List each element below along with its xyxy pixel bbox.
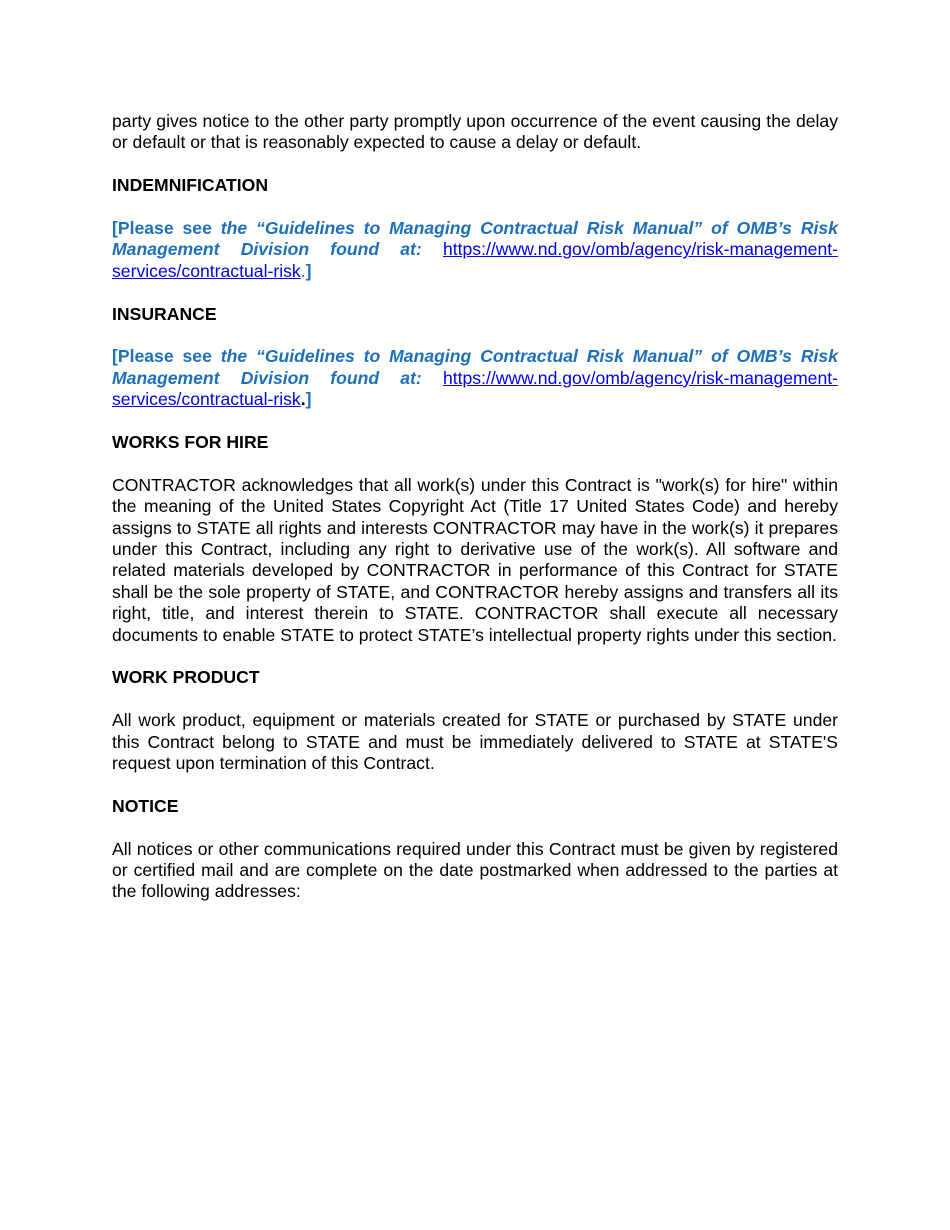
indemnification-note-close: ] xyxy=(305,260,312,281)
insurance-note xyxy=(112,346,838,410)
work-product-paragraph: All work product, equipment or materials created for STATE or purchased by STATE under this Contract belong to STATE and must be immediately delivered to STATE at STATE'S request upon termination of this Contract. xyxy=(112,710,838,774)
works-for-hire-heading: WORKS FOR HIRE xyxy=(112,432,269,453)
intro-paragraph: party gives notice to the other party promptly upon occurrence of the event causing the delay or default or that is reasonably expected to cause a delay or default. xyxy=(112,111,838,153)
insurance-note-space xyxy=(422,368,443,388)
indemnification-risk-link[interactable]: https://www.nd.gov/omb/agency/risk-management-services/contractual-risk xyxy=(112,239,838,281)
insurance-heading: INSURANCE xyxy=(112,303,217,324)
indemnification-note xyxy=(112,218,838,282)
indemnification-note-space xyxy=(422,239,443,259)
insurance-note-period: . xyxy=(300,389,306,410)
insurance-note-emphasis: the “Guidelines to Managing Contractual Risk Manual” of OMB’s Risk Management Division found at: xyxy=(112,346,838,388)
indemnification-note-period: . xyxy=(300,260,306,281)
insurance-note-close: ] xyxy=(305,389,312,410)
insurance-risk-link[interactable]: https://www.nd.gov/omb/agency/risk-management-services/contractual-risk xyxy=(112,367,838,410)
notice-heading: NOTICE xyxy=(112,795,179,816)
works-for-hire-paragraph: CONTRACTOR acknowledges that all work(s) under this Contract is "work(s) for hire" within the meaning of the United States Copyright Act (Title 17 United States Code) and hereby assigns to STATE all rights and interests CONTRACTOR may have in the work(s) it prepares under this Contract, including any right to derivative use of the work(s). All software and related materials developed by CONTRACTOR in performance of this Contract for STATE shall be the sole property of STATE, and CONTRACTOR hereby assigns and transfers all its right, title, and interest therein to STATE. CONTRACTOR shall execute all necessary documents to enable STATE to protect STATE’s intellectual property rights under this section. xyxy=(112,474,838,645)
indemnification-note-emphasis: the “Guidelines to Managing Contractual Risk Manual” of OMB’s Risk Management Division found at: xyxy=(112,218,838,260)
indemnification-note-lead: [Please see xyxy=(112,218,221,238)
notice-paragraph: All notices or other communications required under this Contract must be given by registered or certified mail and are complete on the date postmarked when addressed to the parties at the following addresses: xyxy=(112,838,838,902)
indemnification-heading: INDEMNIFICATION xyxy=(112,175,269,196)
work-product-heading: WORK PRODUCT xyxy=(112,667,260,688)
document-page xyxy=(112,111,838,924)
insurance-note-lead: [Please see xyxy=(112,346,221,367)
